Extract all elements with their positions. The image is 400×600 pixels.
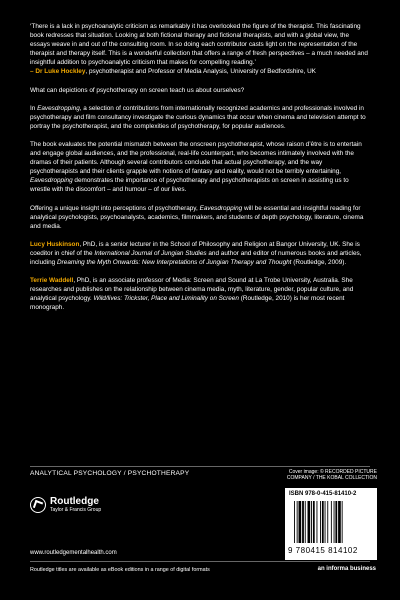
description-3: Offering a unique insight into perceptions of psychotherapy, Eavesdropping will be essential and insightful reading for analytical psychologists, psychoanalysts, academics, filmmakers, and students of depth psychology, literature, cinema and media. bbox=[30, 204, 364, 230]
bio-waddell: Terrie Waddell, PhD, is an associate professor of Media: Screen and Sound at La Trobe University, Australia. She researches and publishes on the relationship between cinema media, myth, literature, gender, popular culture, and analytical psychology. Wild/lives: Trickster, Place and Liminality on Screen (Routledge, 2010) is her most recent monograph. bbox=[30, 277, 354, 312]
blurb bbox=[30, 22, 370, 321]
description-1: In Eavesdropping, a selection of contributions from internationally recognized academics and professionals involved in psychotherapy and film consultancy investigate the curious dynamics that occur when cinema and television attempt to portray the psychotherapist, and the complexities of psychotherapy, for popular audiences. bbox=[30, 104, 366, 130]
subject-category: ANALYTICAL PSYCHOLOGY / PSYCHOTHERAPY bbox=[30, 470, 190, 477]
isbn-label: ISBN 978-0-415-81410-2 bbox=[289, 491, 357, 497]
description-2: The book evaluates the potential mismatch between the onscreen psychotherapist, whose raison d’être is to entertain and engage global audiences, and the professional, real-life counterpart, who becomes intimately involved with the dramas of their patients. Although several contributors conclude that actual psychotherapy, and the way psychotherapists and their clients grapple with notions of fantasy and reality, would not be terribly entertaining, Eavesdropping demonstrates the importance of psychotherapy and psychotherapists on screen in assisting us to wrestle with the discomfort – and humour – of our lives. bbox=[30, 140, 362, 194]
publisher-url[interactable]: www.routledgementalhealth.com bbox=[30, 550, 117, 556]
bio-huskinson: Lucy Huskinson, PhD, is a senior lecturer in the School of Philosophy and Religion at Bangor University, UK. She is coeditor in chief of the International Journal of Jungian Studies and author and editor of numerous books and articles, including Dreaming the Myth Onwards: New Interpretations of Jungian Therapy and Thought (Routledge, 2009). bbox=[30, 240, 362, 266]
footer-divider bbox=[30, 561, 370, 562]
ebook-note: Routledge titles are available as eBook editions in a range of digital formats bbox=[30, 567, 210, 573]
divider bbox=[30, 466, 370, 467]
barcode-bars-icon bbox=[294, 501, 370, 543]
publisher-group: Taylor & Francis Group bbox=[50, 507, 102, 513]
informa-tagline: an informa business bbox=[317, 566, 376, 572]
publisher-logo bbox=[30, 497, 101, 513]
review-quote bbox=[30, 22, 370, 77]
routledge-logo-icon bbox=[30, 497, 46, 513]
cover-credit: Cover image: © RECORDED PICTURE COMPANY / THE KOBAL COLLECTION bbox=[286, 469, 377, 482]
quote-text: ‘There is a lack in psychoanalytic criticism as remarkably it has overlooked the figure of the therapist. This fascinating book redresses that situation. Looking at both fictional therapy and fictional therapists, and with a global view, the essays weave in and out of the consulting room. In so doing each contributor casts light on the representation of the therapist and therapy itself. This is a wonderful collection that offers a range of fresh perspectives – a much needed and insightful addition to psychoanalytic criticism that makes for compelling reading.’ bbox=[30, 23, 368, 67]
barcode bbox=[285, 488, 377, 560]
quote-author: – Dr Luke Hockley bbox=[30, 68, 86, 76]
quote-affiliation: , psychotherapist and Professor of Media Analysis, University of Bedfordshire, UK bbox=[85, 68, 316, 76]
barcode-number: 9 780415 814102 bbox=[288, 546, 358, 555]
publisher-name: Routledge bbox=[50, 496, 99, 507]
lead-question: What can depictions of psychotherapy on screen teach us about ourselves? bbox=[30, 86, 245, 94]
